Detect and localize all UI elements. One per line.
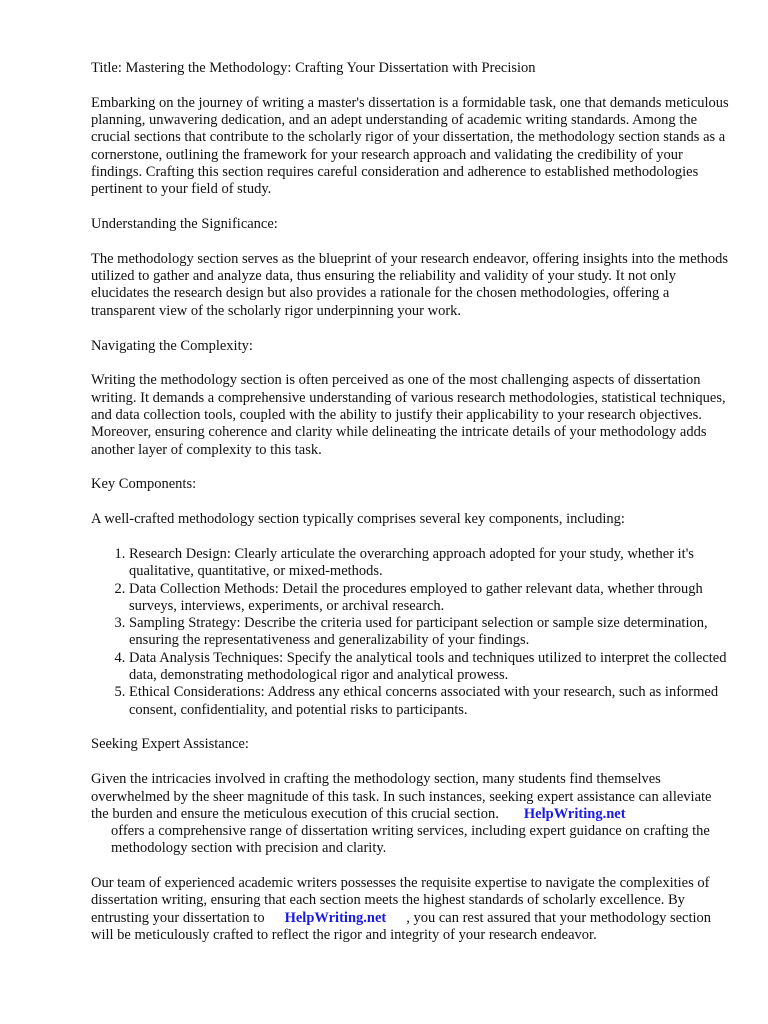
team-text-before: Our team of experienced academic writers possesses the requisite expertise to navigate the complexities of dissertation writing, ensuring that each section meets the highest standards of scholarly excellence. By entrusting your dissertation to <box>91 875 710 926</box>
significance-paragraph: The methodology section serves as the blueprint of your research endeavor, offering insights into the methods utilized to gather and analyze data, thus ensuring the reliability and validity of your study. It not only elucidates the research design but also provides a rationale for the chosen methodologies, offering a transparent view of the scholarly rigor underpinning your work. <box>91 250 728 319</box>
team-text-after: , you can rest assured that your methodology section will be meticulously crafted to reflect the rigor and integrity of your research endeavor. <box>91 909 712 944</box>
components-heading: Key Components: <box>91 476 197 493</box>
document-page <box>91 60 731 962</box>
document-title: Title: Mastering the Methodology: Crafting Your Dissertation with Precision <box>91 60 536 76</box>
significance-heading: Understanding the Significance: <box>91 216 278 233</box>
assistance-paragraph <box>91 771 731 857</box>
helpwriting-link[interactable]: HelpWriting.net <box>284 909 387 926</box>
assistance-text-after: offers a comprehensive range of dissertation writing services, including expert guidance on crafting the methodology section with precision and clarity. <box>111 823 710 857</box>
list-item: 5. Ethical Considerations: Address any ethical concerns associated with your research, such as informed consent, confidentiality, and potential risks to participants. <box>129 684 731 719</box>
list-item: 2. Data Collection Methods: Detail the procedures employed to gather relevant data, whether through surveys, interviews, experiments, or archival research. <box>129 581 731 616</box>
helpwriting-link[interactable]: HelpWriting.net <box>523 805 626 822</box>
intro-paragraph: Embarking on the journey of writing a master's dissertation is a formidable task, one that demands meticulous planning, unwavering dedication, and an adept understanding of academic writing standards. Among the crucial sections that contribute to the scholarly rigor of your dissertation, the methodology section stands as a cornerstone, outlining the framework for your research approach and validating the credibility of your findings. Crafting this section requires careful consideration and adherence to established methodologies pertinent to your field of study. <box>91 94 729 198</box>
list-item: 1. Research Design: Clearly articulate the overarching approach adopted for your study, whether it's qualitative, quantitative, or mixed-methods. <box>129 546 731 581</box>
complexity-heading: Navigating the Complexity: <box>91 337 253 354</box>
complexity-paragraph: Writing the methodology section is often perceived as one of the most challenging aspects of dissertation writing. It demands a comprehensive understanding of various research methodologies, statistical techniques, and data collection tools, coupled with the ability to justify their applicability to your research objectives. Moreover, ensuring coherence and clarity while delineating the intricate details of your methodology adds another layer of complexity to this task. <box>91 372 726 458</box>
team-paragraph <box>91 875 731 944</box>
assistance-text-before: Given the intricacies involved in crafting the methodology section, many students find themselves overwhelmed by the sheer magnitude of this task. In such instances, seeking expert assistance can alleviate the burden and ensure the meticulous execution of this crucial section. <box>91 771 712 822</box>
components-list <box>91 546 731 719</box>
list-item: 4. Data Analysis Techniques: Specify the analytical tools and techniques utilized to interpret the collected data, demonstrating methodological rigor and analytical prowess. <box>129 650 731 685</box>
assistance-heading: Seeking Expert Assistance: <box>91 736 249 753</box>
components-intro: A well-crafted methodology section typically comprises several key components, including: <box>91 511 625 528</box>
list-item: 3. Sampling Strategy: Describe the criteria used for participant selection or sample size determination, ensuring the representativeness and generalizability of your findings. <box>129 615 731 650</box>
